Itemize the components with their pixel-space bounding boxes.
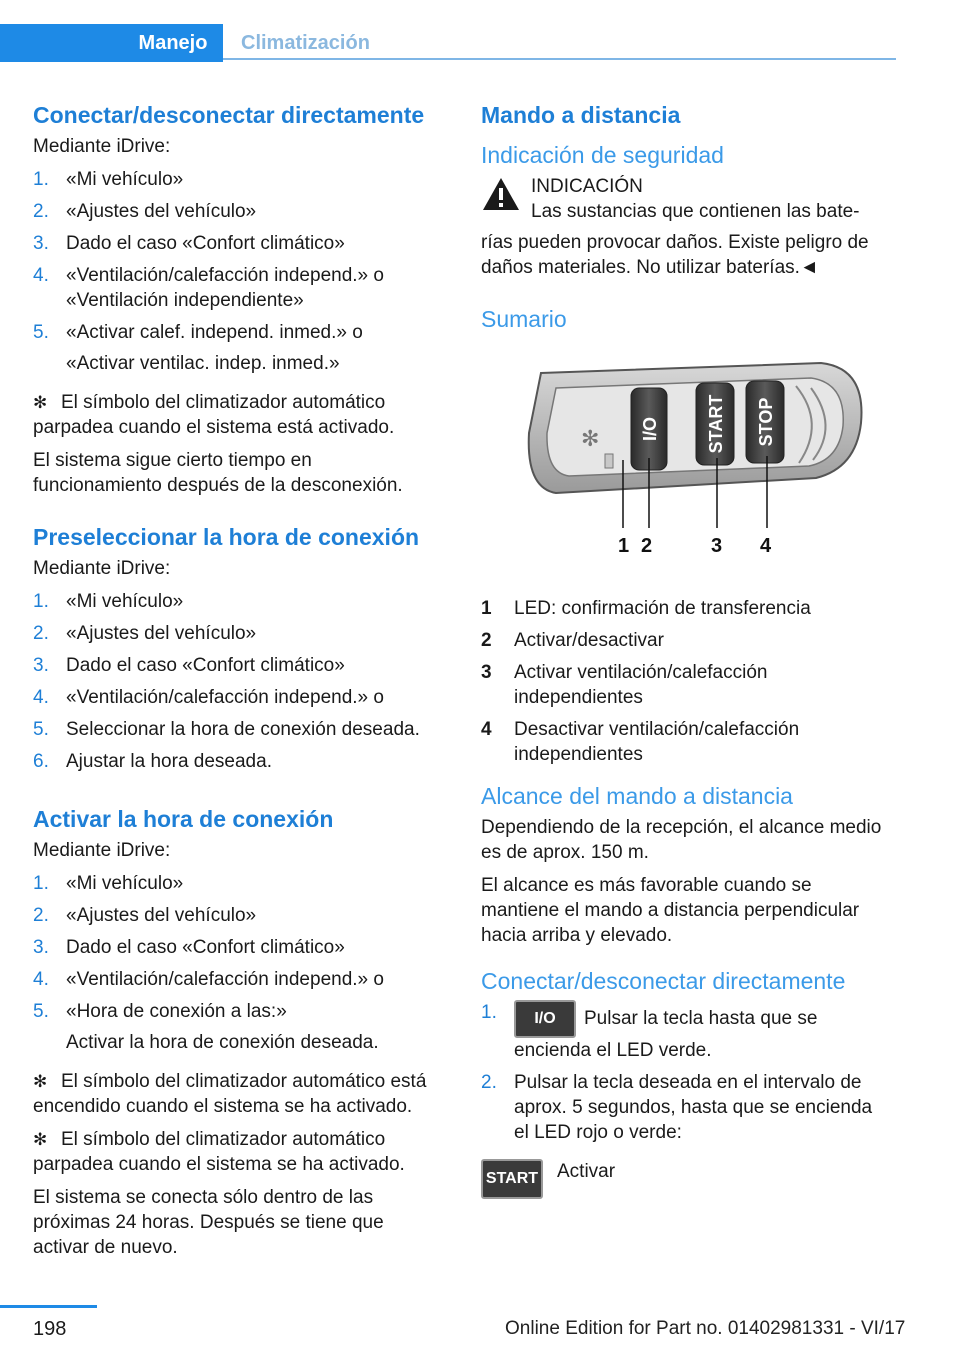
list-item: 1. «Mi vehículo» [33, 169, 184, 190]
range-paragraph-1: Dependiendo de la recepción, el alcance medio es de aprox. 150 m. [481, 817, 882, 863]
start-button-icon: START [481, 1159, 543, 1199]
list-item: 2. «Ajustes del vehículo» [33, 201, 257, 222]
list-item: 2. «Ajustes del vehículo» [33, 623, 257, 644]
section-title-preselect: Preseleccionar la hora de conexión [33, 524, 420, 550]
tab-manejo[interactable]: Manejo [123, 24, 223, 62]
list-item: 1. «Mi vehículo» [33, 591, 184, 612]
section-title-remote: Mando a distancia [481, 102, 681, 128]
warning-box [481, 174, 889, 224]
tab-climatizacion[interactable]: Climatización [223, 24, 896, 60]
legend-list [481, 596, 889, 767]
callout-1: 1 [618, 535, 630, 557]
steps-list-activate [33, 871, 441, 1055]
page-number: 198 [33, 1318, 67, 1340]
list-item: 6. Ajustar la hora deseada. [33, 751, 272, 772]
list-item: 5. Seleccionar la hora de conexión deseada. [33, 719, 420, 740]
list-item: 5. «Hora de conexión a las:» Activar la hora de conexión deseada. [33, 1001, 379, 1053]
chapter-tabbar [0, 24, 896, 62]
list-item: 3. Dado el caso «Confort climático» [33, 937, 345, 958]
warning-text-2: rías pueden provocar daños. Existe peligro de daños materiales. No utilizar baterías.◄ [481, 232, 869, 278]
remote-key-illustration [481, 348, 889, 588]
section-title-direct-remote: Conectar/desconectar directamente [481, 968, 846, 994]
warning-label: INDICACIÓN [531, 176, 643, 197]
edition-text: Online Edition for Part no. 01402981331 - VI/17 [505, 1318, 906, 1339]
note-blink: ✻ El símbolo del climatizador automático parpadea cuando el sistema se ha activado. [33, 1129, 405, 1175]
range-paragraph-2: El alcance es más favorable cuando se mantiene el mando a distancia perpendicular hacia arriba y elevado. [481, 875, 860, 946]
note-24h: El sistema se conecta sólo dentro de las próximas 24 horas. Después se tiene que activar de nuevo. [33, 1187, 384, 1258]
key-button-io-label: I/O [640, 416, 660, 442]
legend-item: 4 Desactivar ventilación/calefacción independientes [481, 719, 800, 765]
list-item: 4. «Ventilación/calefacción independ.» o [33, 969, 384, 990]
section-title-direct: Conectar/desconectar directamente [33, 102, 425, 128]
section-title-safety: Indicación de seguridad [481, 142, 724, 168]
legend-item: 3 Activar ventilación/calefacción independientes [481, 662, 768, 708]
steps-list-direct [33, 167, 441, 376]
list-item: 4. «Ventilación/calefacción independ.» o «Ventilación independiente» [33, 265, 384, 311]
fan-icon: ✻ [33, 1130, 48, 1149]
left-column [33, 100, 441, 1268]
section-title-range: Alcance del mando a distancia [481, 783, 793, 809]
io-button-icon: I/O [514, 1000, 576, 1038]
remote-key-drawing [481, 348, 889, 588]
key-button-start-label: START [706, 394, 726, 454]
list-item: 2. Pulsar la tecla deseada en el intervalo de aprox. 5 segundos, hasta que se encienda el LED rojo o verde: [481, 1072, 873, 1143]
list-item: 2. «Ajustes del vehículo» [33, 905, 257, 926]
footer-accent-line [0, 1305, 97, 1308]
list-item: 4. «Ventilación/calefacción independ.» o [33, 687, 384, 708]
list-item: 3. Dado el caso «Confort climático» [33, 655, 345, 676]
section-title-activate: Activar la hora de conexión [33, 806, 334, 832]
tab-bar-accent [0, 24, 123, 62]
section-title-summary: Sumario [481, 306, 567, 332]
activate-row [481, 1159, 889, 1199]
warning-triangle-icon [481, 176, 521, 212]
section-intro: Mediante iDrive: [33, 840, 171, 861]
activate-label: Activar [557, 1161, 616, 1182]
steps-list-remote [481, 1000, 889, 1145]
warning-text-1: Las sustancias que contienen las bate- [531, 201, 860, 222]
key-button-stop-label: STOP [756, 397, 776, 447]
fan-icon: ✻ [33, 393, 48, 412]
legend-item: 2 Activar/desactivar [481, 630, 664, 651]
led [605, 454, 613, 468]
list-item: 5. «Activar calef. independ. inmed.» o «Activar ventilac. indep. inmed.» [33, 322, 363, 374]
fan-icon: ✻ [33, 1072, 48, 1091]
callout-3: 3 [711, 535, 723, 557]
callout-2: 2 [641, 535, 653, 557]
callout-4: 4 [760, 535, 772, 557]
steps-list-preselect [33, 589, 441, 774]
legend-item: 1 LED: confirmación de transferencia [481, 598, 811, 619]
section-intro: Mediante iDrive: [33, 558, 171, 579]
list-item: 1. I/O Pulsar la tecla hasta que se encienda el LED verde. [481, 1002, 818, 1061]
list-item: 3. Dado el caso «Confort climático» [33, 233, 345, 254]
note-on: ✻ El símbolo del climatizador automático está encendido cuando el sistema se ha activado. [33, 1071, 427, 1117]
note-runon: El sistema sigue cierto tiempo en funcionamiento después de la desconexión. [33, 450, 403, 496]
note-blink: ✻ El símbolo del climatizador automático parpadea cuando el sistema está activado. [33, 392, 395, 438]
section-intro: Mediante iDrive: [33, 136, 171, 157]
right-column [481, 100, 889, 1199]
list-item: 1. «Mi vehículo» [33, 873, 184, 894]
fan-icon: ✻ [581, 427, 600, 452]
